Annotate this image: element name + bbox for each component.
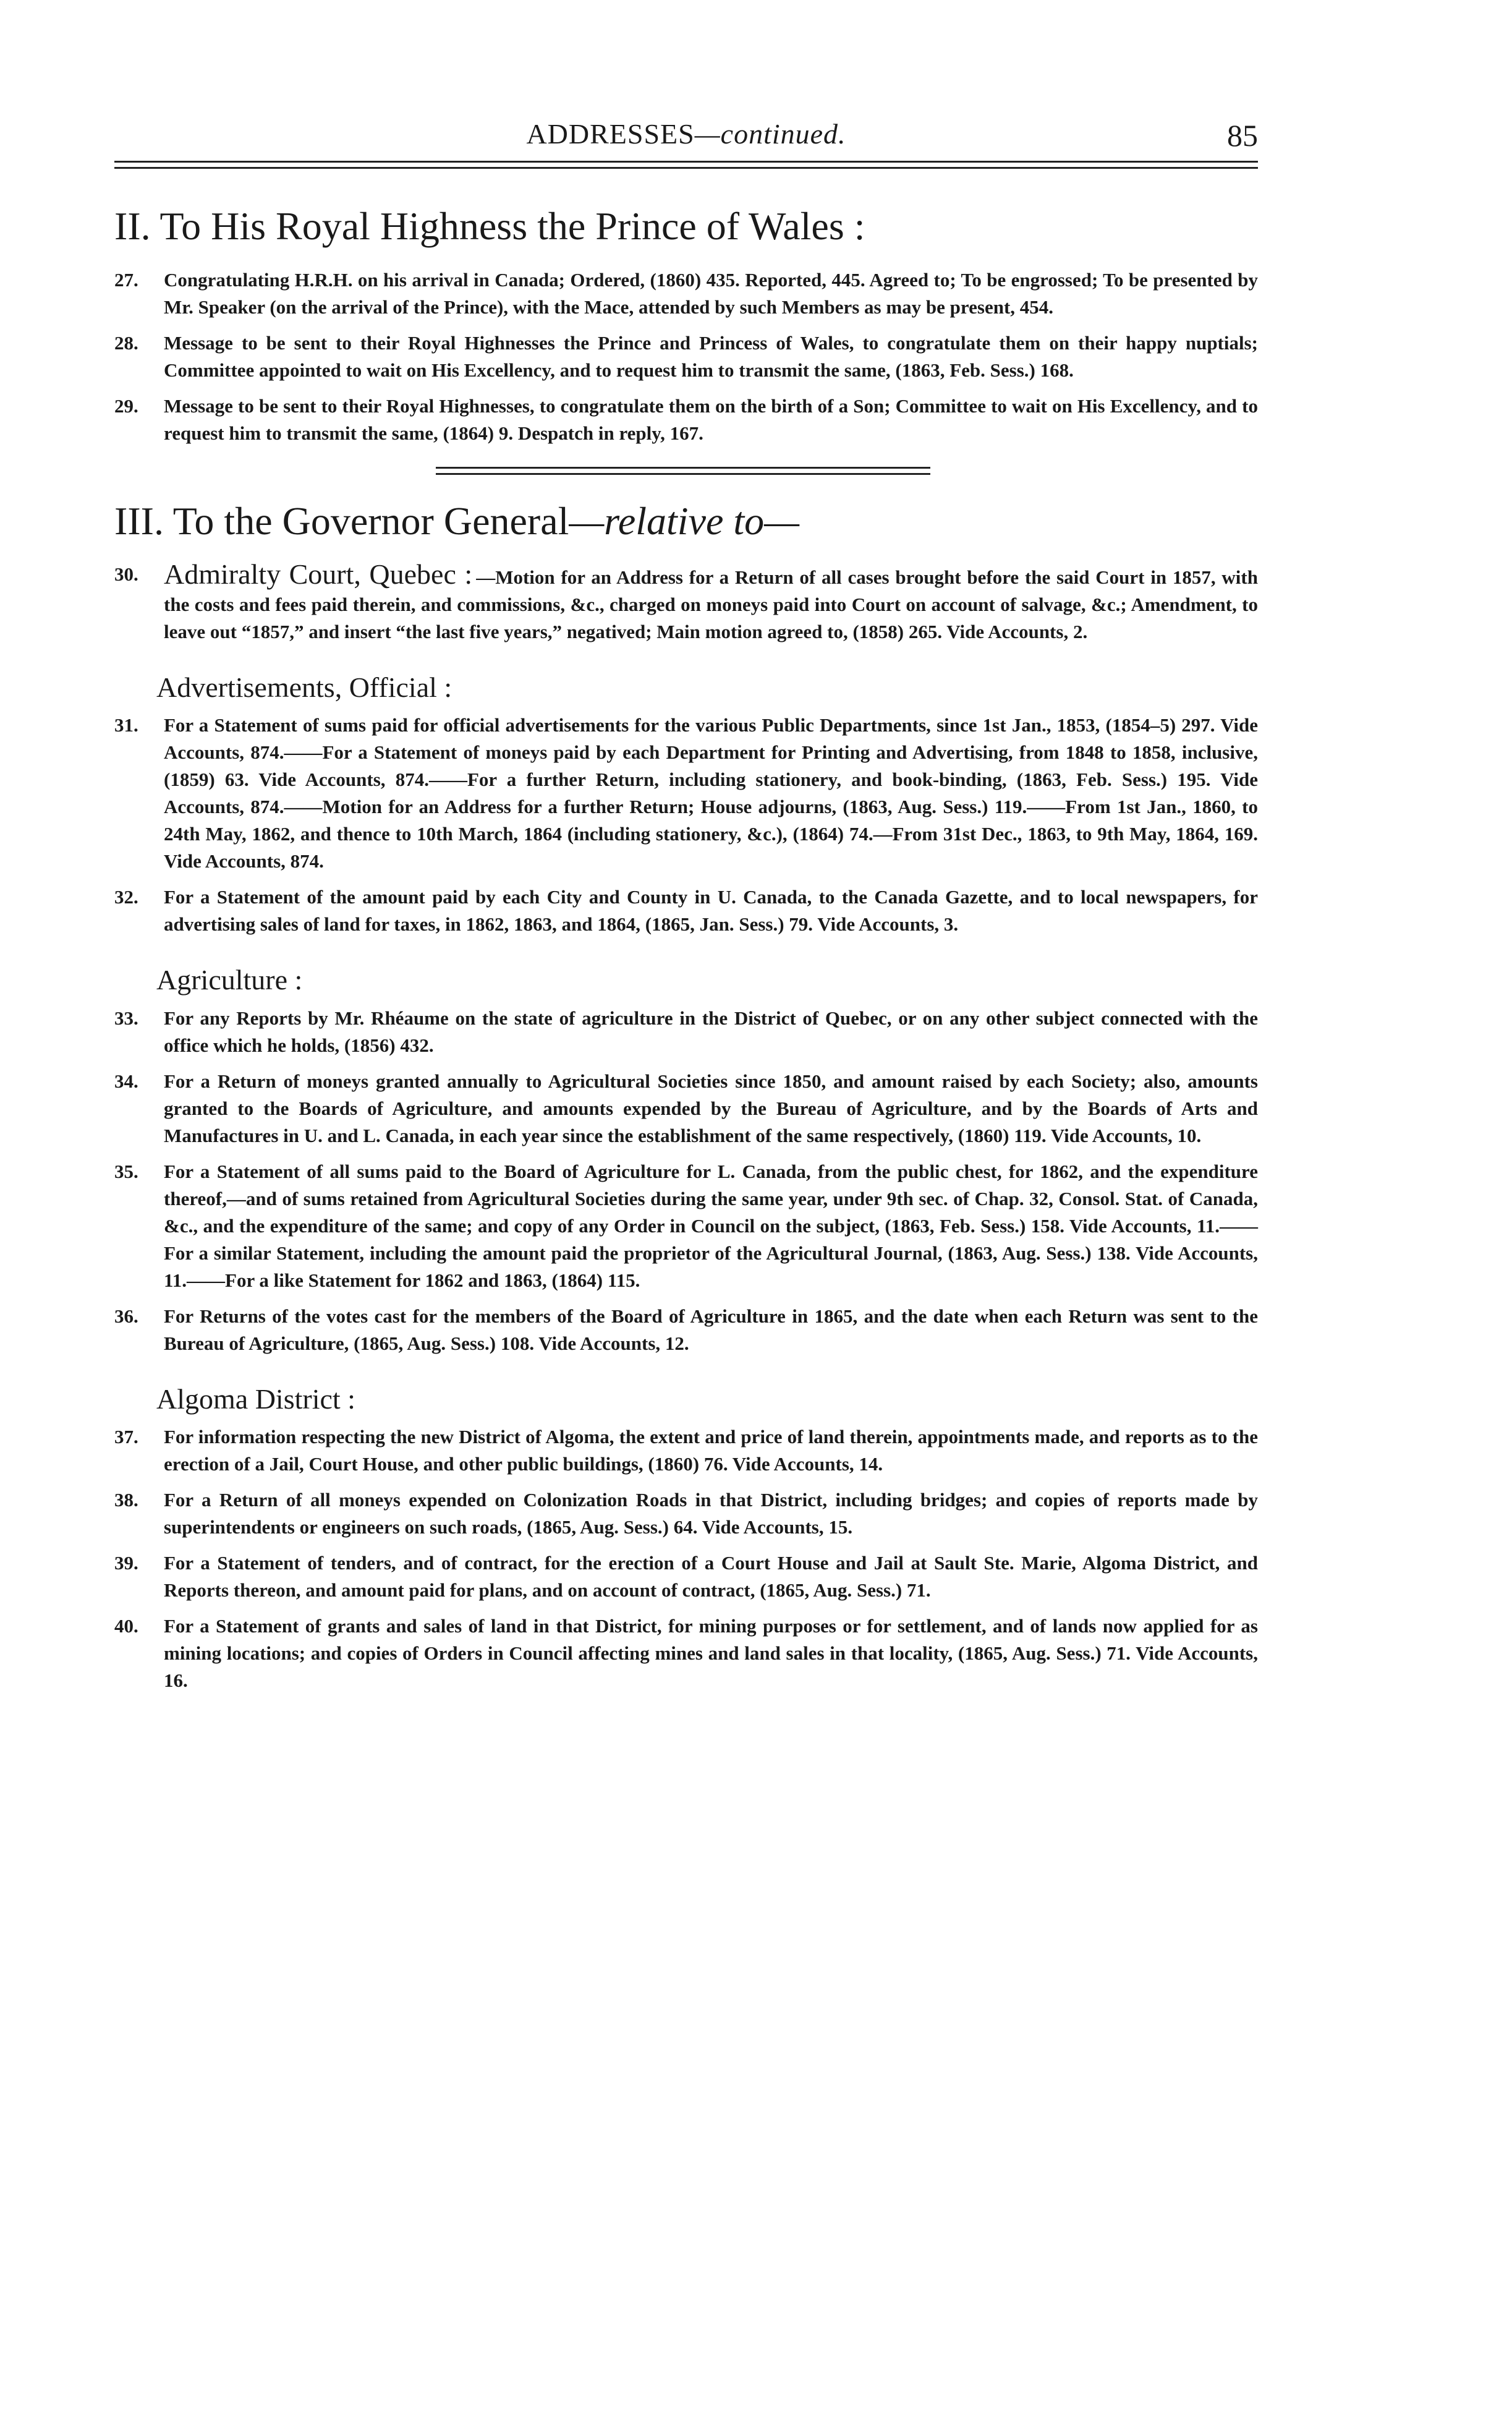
entry-text: For a Statement of tenders, and of contract, for the erection of a Court House and Jail at Sault Ste. Marie, Algoma District, and Reports thereon, and amount paid for plans, and on account of contract, (1865, Aug. Sess.) 71.: [164, 1551, 1258, 1601]
running-head: [114, 93, 1258, 161]
running-title-main: ADDRESSES: [526, 118, 695, 150]
subheading-advertisements: Advertisements, Official :: [156, 672, 452, 704]
entry-lead-heading: Admiralty Court, Quebec :: [164, 558, 473, 591]
entry-number: 33.: [114, 1007, 138, 1029]
entry-number: 30.: [114, 563, 138, 586]
entry-text: For a Return of all moneys expended on Colonization Roads in that District, including bridges; and copies of reports made by superintendents or engineers on such roads, (1865, Aug. Sess.) 64. Vide Accounts, 15.: [164, 1488, 1258, 1538]
entry-text: Congratulating H.R.H. on his arrival in Canada; Ordered, (1860) 435. Reported, 445. Agreed to; To be engrossed; To be presented by Mr. Speaker (on the arrival of the Prince), with the Mace, attended by such Members as may be present, 454.: [164, 268, 1258, 318]
section-title-governor-general: [114, 498, 1258, 544]
entry-number: 36.: [114, 1305, 138, 1327]
entry-text: For a Return of moneys granted annually to Agricultural Societies since 1850, and amount raised by each Society; also, amounts granted to the Boards of Agriculture, and amounts expended by the Bureau of Agriculture, and by the Boards of Arts and Manufactures in U. and L. Canada, in each year since the establishment of the same respectively, (1860) 119. Vide Accounts, 10.: [164, 1070, 1258, 1146]
entry-number: 35.: [114, 1160, 138, 1182]
entry-body: [164, 558, 1258, 646]
entry-32: [114, 884, 1258, 938]
document-page: [114, 93, 1258, 1703]
running-title-continued: —continued.: [694, 118, 846, 150]
entry-text: —Motion for an Address for a Return of all cases brought before the said Court in 1857, with the costs and fees paid therein, and commissions, &c., charged on moneys paid into Court on account of salvage, &c.; Amendment, to leave out “1857,” and insert “the last five years,” negatived; Main motion agreed to, (1858) 265. Vide Accounts, 2.: [164, 566, 1258, 643]
page-number: 85: [1227, 118, 1258, 153]
entry-text: For information respecting the new District of Algoma, the extent and price of land therein, appointments made, and reports as to the erection of a Jail, Court House, and other public buildings, (1860) 76. Vide Accounts, 14.: [164, 1425, 1258, 1475]
entry-number: 31.: [114, 714, 138, 736]
entry-number: 34.: [114, 1070, 138, 1092]
entry-text: For a Statement of grants and sales of land in that District, for mining purposes or for settlement, and of lands now applied for as mining locations; and copies of Orders in Council affecting mines and land sales in that locality, (1865, Aug. Sess.) 71. Vide Accounts, 16.: [164, 1614, 1258, 1691]
entry-31: [114, 712, 1258, 875]
entry-33: [114, 1005, 1258, 1059]
entry-number: 29.: [114, 394, 138, 417]
entry-40: [114, 1613, 1258, 1694]
entry-text: Message to be sent to their Royal Highnesses, to congratulate them on the birth of a Son; Committee to wait on His Excellency, and to request him to transmit the same, (1864) 9. Despatch in reply, 167.: [164, 394, 1258, 444]
section-title-italic: —relative to—: [569, 498, 800, 543]
entry-27: [114, 266, 1258, 321]
entry-35: [114, 1158, 1258, 1294]
entry-number: 39.: [114, 1551, 138, 1574]
section-title-prince-of-wales: II. To His Royal Highness the Prince of Wales :: [114, 204, 865, 248]
subheading-algoma-district: Algoma District :: [156, 1383, 355, 1415]
entry-number: 28.: [114, 331, 138, 354]
entry-36: [114, 1303, 1258, 1357]
entry-29: [114, 393, 1258, 447]
entry-39: [114, 1550, 1258, 1604]
running-title: [114, 117, 1258, 150]
entry-text: For a Statement of all sums paid to the Board of Agriculture for L. Canada, from the public chest, for 1862, and the expenditure thereof,—and of sums retained from Agricultural Societies during the same year, under 9th sec. of Chap. 32, Consol. Stat. of Canada, &c., and the expenditure of the same; and copy of any Order in Council on the subject, (1863, Feb. Sess.) 158. Vide Accounts, 11.——For a similar Statement, including the amount paid the proprietor of the Agricultural Journal, (1863, Aug. Sess.) 138. Vide Accounts, 11.——For a like Statement for 1862 and 1863, (1864) 115.: [164, 1160, 1258, 1291]
entry-text: For Returns of the votes cast for the members of the Board of Agriculture in 1865, and the date when each Return was sent to the Bureau of Agriculture, (1865, Aug. Sess.) 108. Vide Accounts, 12.: [164, 1305, 1258, 1354]
subheading-agriculture: Agriculture :: [156, 964, 303, 996]
entry-37: [114, 1423, 1258, 1478]
section-divider-rule: [436, 467, 930, 475]
entry-number: 37.: [114, 1425, 138, 1448]
entry-number: 38.: [114, 1488, 138, 1511]
entry-number: 40.: [114, 1614, 138, 1637]
entry-38: [114, 1486, 1258, 1541]
entry-number: 32.: [114, 886, 138, 908]
entry-text: For a Statement of sums paid for official advertisements for the various Public Departments, since 1st Jan., 1853, (1854–5) 297. Vide Accounts, 874.——For a Statement of moneys paid by each Department for Printing and Advertising, from 1848 to 1858, inclusive, (1859) 63. Vide Accounts, 874.——For a further Return, including stationery, and book-binding, (1863, Feb. Sess.) 195. Vide Accounts, 874.——Motion for an Address for a further Return; House adjourns, (1863, Aug. Sess.) 119.——From 1st Jan., 1860, to 24th May, 1862, and thence to 10th March, 1864 (including stationery, &c.), (1864) 74.—From 31st Dec., 1863, to 9th May, 1864, 169. Vide Accounts, 874.: [164, 714, 1258, 872]
header-rule: [114, 161, 1258, 169]
section-title-main: III. To the Governor General: [114, 498, 569, 543]
entry-text: For any Reports by Mr. Rhéaume on the state of agriculture in the District of Quebec, or on any other subject connected with the office which he holds, (1856) 432.: [164, 1007, 1258, 1056]
entry-30: [114, 558, 1258, 646]
entry-text: Message to be sent to their Royal Highnesses the Prince and Princess of Wales, to congratulate them on their happy nuptials; Committee appointed to wait on His Excellency, and to request him to transmit the same, (1863, Feb. Sess.) 168.: [164, 331, 1258, 381]
entry-text: For a Statement of the amount paid by each City and County in U. Canada, to the Canada Gazette, and to local newspapers, for advertising sales of land for taxes, in 1862, 1863, and 1864, (1865, Jan. Sess.) 79. Vide Accounts, 3.: [164, 886, 1258, 936]
entry-number: 27.: [114, 268, 138, 291]
entry-28: [114, 330, 1258, 384]
entry-34: [114, 1068, 1258, 1149]
